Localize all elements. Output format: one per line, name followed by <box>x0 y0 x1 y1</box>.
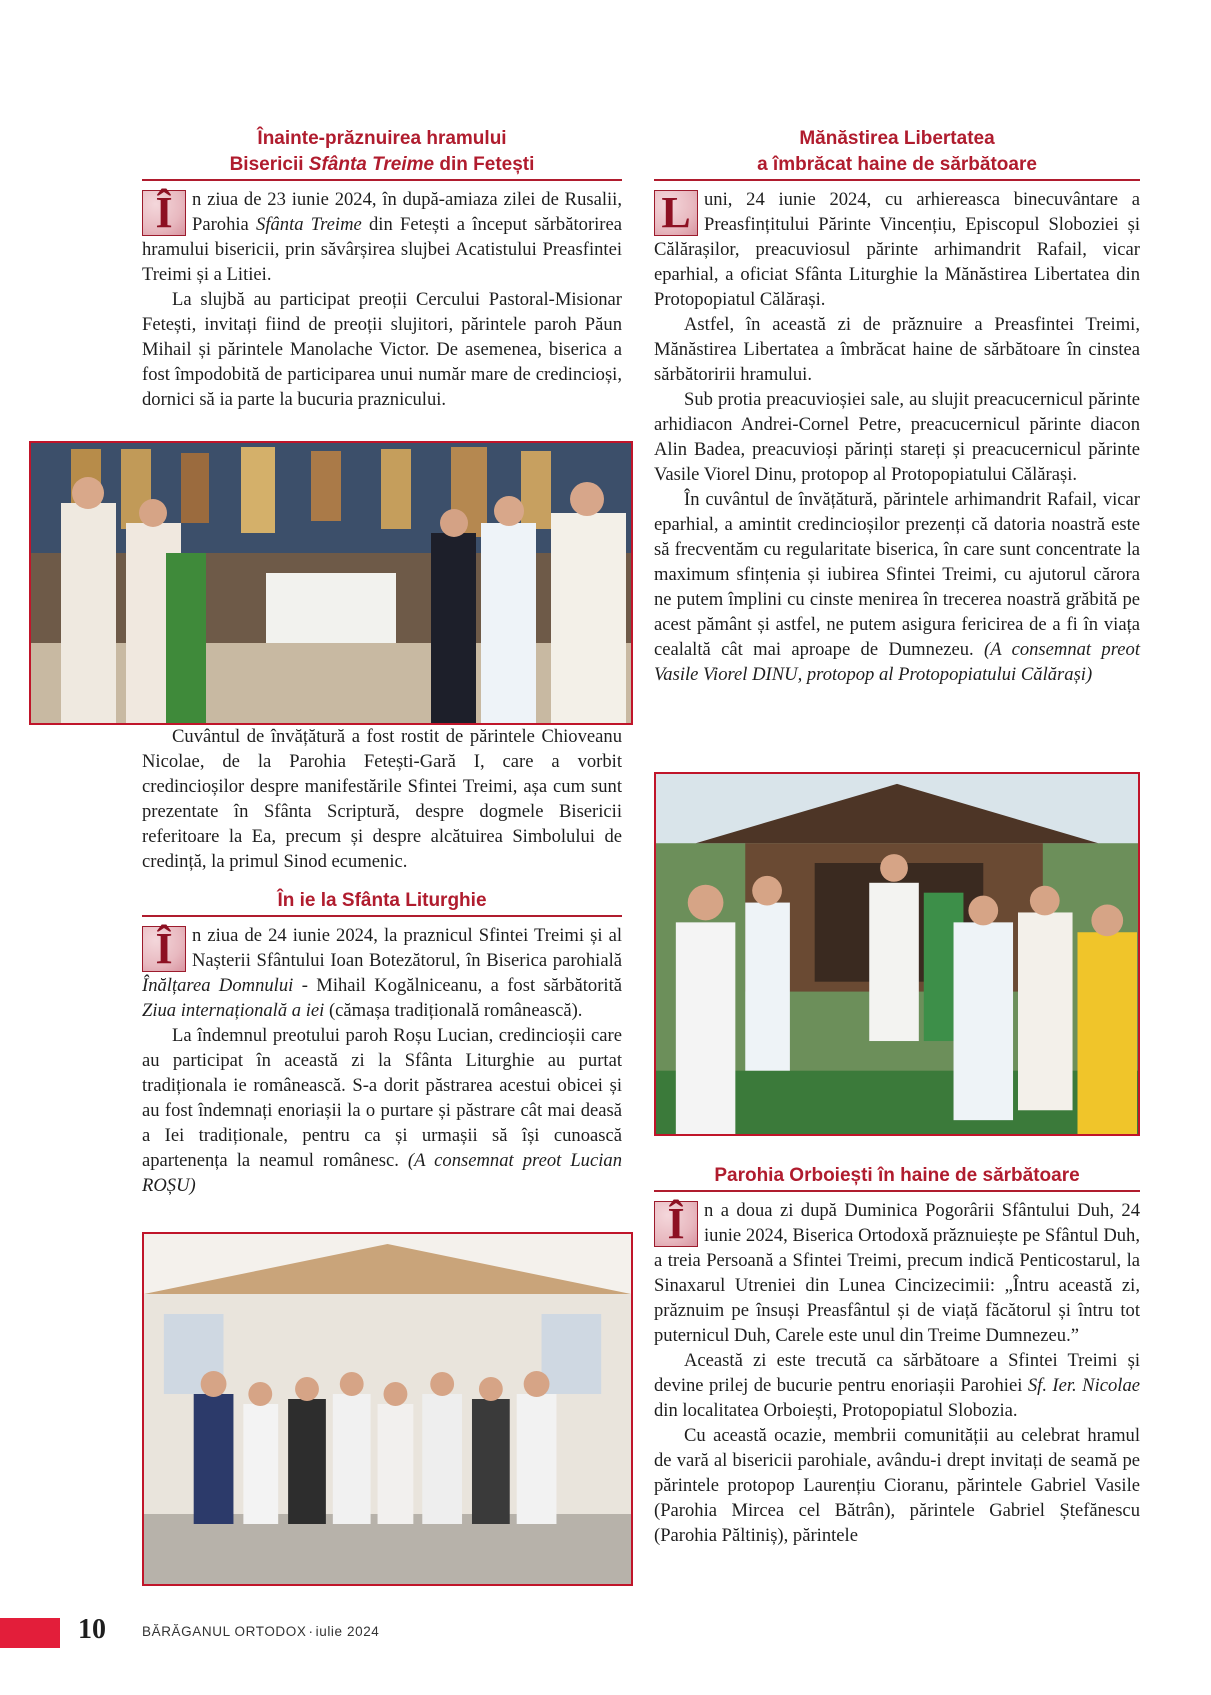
footer-accent-bar <box>0 1618 60 1648</box>
article-paragraph: Î n a doua zi după Duminica Pogorârii Sfântului Duh, 24 iunie 2024, Biserica Ortodoxă prăznuiește pe Sfântul Duh, a treia Persoană a Sfintei Treimi, precum indică Penticostarul, la Sinaxarul Utreniei din Lunea Cincizecimii: „Întru această zi, prăznuim pe însuși Preasfântul și de viață făcătorul și întru tot puternicul Duh, Carele este unul din Treime Dumnezeu.” <box>654 1199 1140 1346</box>
magazine-title: BĂRĂGANUL ORTODOX · iulie 2024 <box>142 1624 380 1639</box>
photo-church-interior <box>29 441 633 725</box>
right-column-lower <box>654 1163 1140 1548</box>
drop-cap: L <box>654 190 698 236</box>
article-paragraph: L uni, 24 iunie 2024, cu arhiereasca binecuvântare a Preasfințitului Părinte Vincențiu, Episcopul Sloboziei și Călărașilor, preacuviosul părinte arhimandrit Rafail, vicar eparhial, a oficiat Sfânta Liturghie la Mănăstirea Libertatea din Protopopiatul Călărași. <box>654 188 1140 310</box>
article-title-orboiesti: Parohia Orboiești în haine de sărbătoare <box>654 1163 1140 1192</box>
monastery-illustration <box>656 774 1138 1134</box>
article-title-libertatea: Mănăstirea Libertatea a îmbrăcat haine de sărbătoare <box>654 126 1140 181</box>
article-paragraph: Î n ziua de 23 iunie 2024, în după-amiaza zilei de Rusalii, Parohia Sfânta Treime din Fetești a început sărbătorirea hramului bisericii, prin săvârșirea slujbei Acatistului Preasfintei Treimi și a Litiei. <box>142 188 623 285</box>
article-paragraph: La slujbă au participat preoții Cercului Pastoral-Misionar Fetești, invitați fiind de preoții slujitori, părintele paroh Păun Mihail și părintele Manolache Victor. De asemenea, biserica a fost împodobită de participarea unui număr mare de credincioși, dornici să ia parte la bucuria praznicului. <box>142 289 622 410</box>
article-paragraph: Astfel, în această zi de prăznuire a Preasfintei Treimi, Mănăstirea Libertatea a îmbrăcat haine de sărbătoare în cinstea sărbătoririi hramului. <box>654 314 1140 385</box>
photo-monastery-altar <box>654 772 1140 1136</box>
page-number: 10 <box>78 1614 106 1645</box>
church-interior-illustration <box>31 443 631 723</box>
drop-cap: Î <box>654 1201 698 1247</box>
article-paragraph: Cu această ocazie, membrii comunității au celebrat hramul de vară al bisericii parohiale, avându-i drept invitați de seamă pe părintele protopop Laurențiu Cioranu, părintele Gabriel Vasile (Parohia Mircea cel Bătrân), părintele Gabriel Ștefănescu (Parohia Păltiniș), părintele <box>654 1425 1140 1546</box>
drop-cap: Î <box>142 926 186 972</box>
article-paragraph: În cuvântul de învățătură, părintele arhimandrit Rafail, vicar eparhial, a amintit credincioșilor prezenți că datoria noastră este să frecventăm cu regularitate biserica, în care sunt concentrate la maximum sfințenia și iubirea Sfintei Treimi, cu ajutorul cărora ne putem împlini cu cinste menirea în trecerea noastră grăbită pe acest pământ și astfel, ne putem asigura fericirea de a fi în viața cealaltă cât mai aproape de Dumnezeu. (A consemnat preot Vasile Viorel DINU, protopop al Protopopiatului Călărași) <box>654 489 1140 685</box>
article-paragraph: La îndemnul preotului paroh Roșu Lucian, credincioșii care au participat în această zi la Sfânta Liturghie au purtat tradiționala ie românească. S-a dorit păstrarea acestui obicei și au fost îndemnați enoriașii la o purtare și păstrare cât mai deasă a Iei tradiționale, pentru ca și urmașii să își cunoască apartenența la neamul românesc. (A consemnat preot Lucian ROȘU) <box>142 1025 622 1196</box>
article-paragraph: Î n ziua de 24 iunie 2024, la praznicul Sfintei Treimi și al Nașterii Sfântului Ioan Botezătorul, în Biserica parohială Înălțarea Domnului - Mihail Kogălniceanu, a fost sărbătorită Ziua internațională a iei (cămașa tradițională românească). <box>142 924 622 1021</box>
article-paragraph: Cuvântul de învățătură a fost rostit de părintele Chioveanu Nicolae, de la Parohia Fetești-Gară I, care a vorbit credincioșilor despre manifestările Sfintei Treimi, așa cum sunt prezentate în Sfânta Scriptură, despre dogmele Bisericii referitoare la Ea, precum și despre alcătuirea Simbolului de credință, la primul Sinod ecumenic. <box>142 726 622 872</box>
article-title-fetesti: Înainte-prăznuirea hramului Bisericii Sfânta Treime din Fetești <box>142 126 622 181</box>
drop-cap: Î <box>142 190 186 236</box>
photo-group-ie <box>142 1232 633 1586</box>
article-paragraph: Această zi este trecută ca sărbătoare a Sfintei Treimi și devine prilej de bucurie pentru enoriașii Parohiei Sf. Ier. Nicolae din localitatea Orboiești, Protopopiatul Slobozia. <box>654 1350 1141 1421</box>
group-photo-illustration <box>144 1234 631 1584</box>
right-column <box>654 126 1140 687</box>
article-paragraph: Sub protia preacuvioșiei sale, au slujit preacucernicul părinte arhidiacon Andrei-Cornel Petre, preacucernicul părinte diacon Alin Badea, preacuvioși părinți stareți și preacucernicul părinte Vasile Viorel Dinu, protopop al Protopopiatului Călărași. <box>654 389 1140 485</box>
article-title-ie: În ie la Sfânta Liturghie <box>142 888 622 917</box>
